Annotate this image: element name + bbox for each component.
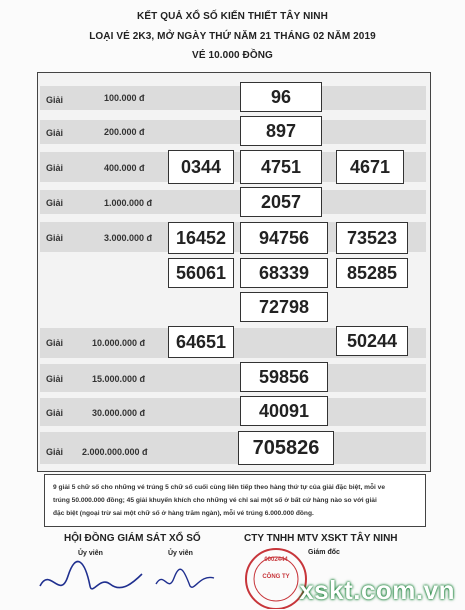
- title-line-2: LOẠI VÉ 2K3, MỞ NGÀY THỨ NĂM 21 THÁNG 02 NĂM 2019: [89, 31, 376, 42]
- prize-label: Giải: [46, 163, 64, 173]
- prize-label: Giải: [46, 128, 64, 138]
- prize-label: Giải: [46, 95, 64, 105]
- winning-number: 16452: [168, 222, 234, 254]
- member-label-1: Ủy viên: [78, 550, 103, 557]
- winning-number: 94756: [240, 222, 328, 254]
- prize-amount: 3.000.000 đ: [104, 233, 153, 243]
- signature-member-2: [150, 560, 220, 600]
- special-prize-number: 705826: [238, 431, 334, 465]
- prize-amount: 15.000.000 đ: [92, 374, 146, 384]
- winning-number: 4751: [240, 150, 322, 184]
- prize-amount: 10.000.000 đ: [92, 338, 146, 348]
- prize-amount: 100.000 đ: [104, 93, 145, 103]
- winning-number: 897: [240, 116, 322, 146]
- stamp-code: 0002444: [264, 557, 288, 563]
- note-line-2: trúng 50.000.000 đồng; 45 giải khuyến khích cho những vé chỉ sai một số ở bất cứ hàng nào so với giải: [53, 497, 377, 504]
- prize-label: Giải: [46, 198, 64, 208]
- member-label-2: Ủy viên: [168, 550, 193, 557]
- svg-text:CÔNG TY: CÔNG TY: [262, 574, 290, 580]
- winning-number: 4671: [336, 150, 404, 184]
- winning-number: 64651: [168, 326, 234, 358]
- signature-member-1: [30, 556, 150, 606]
- winning-number: 73523: [336, 222, 408, 254]
- prize-amount: 200.000 đ: [104, 127, 145, 137]
- prize-amount: 30.000.000 đ: [92, 408, 146, 418]
- winning-number: 59856: [240, 362, 328, 392]
- row-bg-1: [40, 86, 426, 110]
- site-watermark: xskt.com.vn: [299, 575, 455, 605]
- winning-number: 68339: [240, 258, 328, 288]
- company-title: CTY TNHH MTV XSKT TÂY NINH: [244, 533, 398, 544]
- prize-label: Giải: [46, 374, 64, 384]
- prize-amount: 2.000.000.000 đ: [82, 447, 148, 457]
- row-bg-4: [40, 190, 426, 214]
- director-label: Giám đốc: [308, 549, 340, 556]
- title-line-1: KẾT QUẢ XỔ SỐ KIẾN THIẾT TÂY NINH: [137, 11, 328, 22]
- title-line-3: VÉ 10.000 ĐỒNG: [192, 50, 273, 61]
- prize-label: Giải: [46, 447, 64, 457]
- winning-number: 40091: [240, 396, 328, 426]
- prize-label: Giải: [46, 233, 64, 243]
- prize-label: Giải: [46, 408, 64, 418]
- prize-amount: 400.000 đ: [104, 163, 145, 173]
- winning-number: 85285: [336, 258, 408, 288]
- winning-number: 56061: [168, 258, 234, 288]
- winning-number: 72798: [240, 292, 328, 322]
- winning-number: 2057: [240, 187, 322, 217]
- supervisory-board-title: HỘI ĐỒNG GIÁM SÁT XỔ SỐ: [64, 533, 201, 544]
- winning-number: 96: [240, 82, 322, 112]
- winning-number: 0344: [168, 150, 234, 184]
- row-bg-2: [40, 120, 426, 144]
- note-line-1: 9 giải 5 chữ số cho những vé trúng 5 chữ số cuối cùng liên tiếp theo hàng thứ tự của giải đặc biệt, mỗi ve: [53, 484, 385, 491]
- rules-note: [44, 474, 426, 527]
- winning-number: 50244: [336, 326, 408, 356]
- prize-label: Giải: [46, 338, 64, 348]
- note-line-3: đặc biệt (ngoại trừ sai một chữ số ở hàng trăm ngàn), mỗi vé trúng 6.000.000 đồng.: [53, 510, 314, 517]
- prize-amount: 1.000.000 đ: [104, 198, 153, 208]
